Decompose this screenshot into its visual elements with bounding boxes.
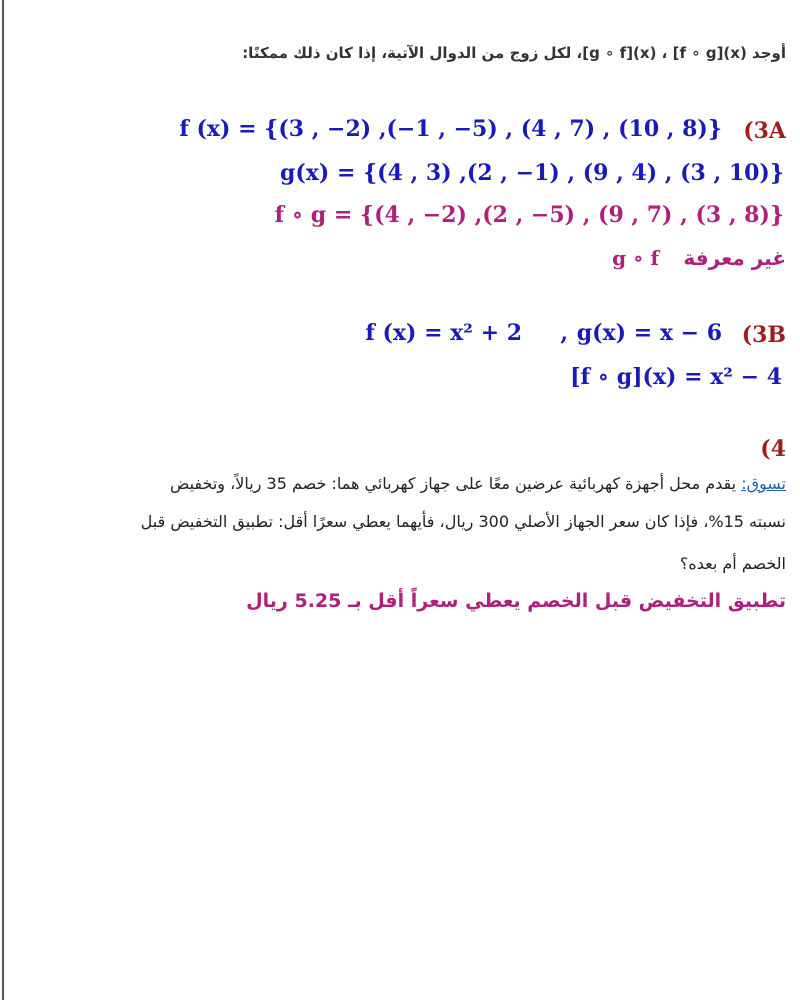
q3b-f-function: f (x) = x² + 2 bbox=[365, 320, 522, 346]
q3a-undefined-note: غير معرفة bbox=[683, 246, 786, 270]
q4-problem-line-1 bbox=[170, 474, 786, 493]
q4-answer: تطبيق التخفيض قبل الخصم يعطي سعراً أقل بـ 5.25 ريال bbox=[246, 590, 786, 612]
q3a-g-set: g(x) = {(4 , 3) ,(2 , −1) , (9 , 4) , (3 , 10)} bbox=[279, 160, 784, 186]
q4-problem-line-3: الخصم أم بعده؟ bbox=[679, 554, 786, 573]
q4-text-1: يقدم محل أجهزة كهربائية عرضين معًا على جهاز كهربائي هما: خصم 35 ريالاً، وتخفيض bbox=[169, 474, 737, 493]
q3b-separator: , bbox=[560, 320, 568, 346]
q3a-g-compose-f: g ∘ f bbox=[612, 246, 660, 270]
question-3b-label: (3B bbox=[741, 322, 786, 348]
q3a-f-set: f (x) = {(3 , −2) ,(−1 , −5) , (4 , 7) , (10 , 8)} bbox=[179, 116, 722, 142]
q3a-g-compose-f-row bbox=[612, 246, 786, 270]
question-4-label: (4 bbox=[760, 436, 786, 462]
q4-topic-tag: تسوق: bbox=[741, 474, 786, 493]
q4-problem-line-2: نسبته 15%، فإذا كان سعر الجهاز الأصلي 300 ريال، فأيهما يعطي سعرًا أقل: تطبيق التخفيض قبل bbox=[140, 512, 786, 531]
q3b-f-compose-g: [f ∘ g](x) = x² − 4 bbox=[570, 364, 782, 390]
q3b-g-function: g(x) = x − 6 bbox=[576, 320, 722, 346]
q3a-f-compose-g: f ∘ g = {(4 , −2) ,(2 , −5) , (9 , 7) , (3 , 8)} bbox=[274, 202, 784, 228]
page-left-border bbox=[2, 0, 4, 1000]
question-3a-label: (3A bbox=[743, 118, 786, 144]
exercise-instructions: أوجد (x)[f ∘ g] ، (x)[g ∘ f]، لكل زوج من الدوال الآتية، إذا كان ذلك ممكنًا: bbox=[242, 44, 786, 62]
